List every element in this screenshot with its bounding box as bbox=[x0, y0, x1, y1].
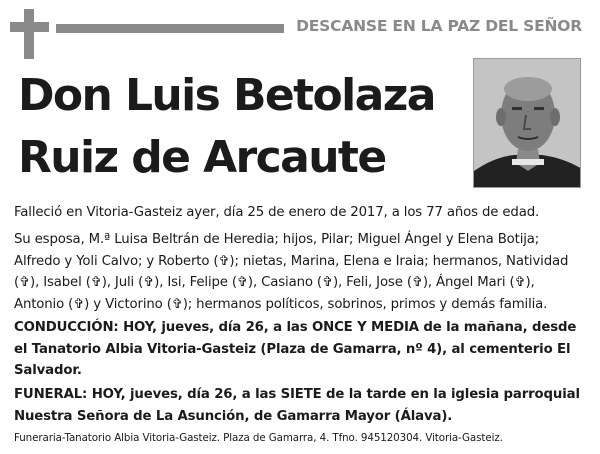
deceased-name-line1: Don Luis Betolaza bbox=[18, 70, 435, 121]
portrait-photo bbox=[473, 58, 581, 188]
cross-vertical-bar bbox=[24, 9, 34, 59]
family-list: Su esposa, M.ª Luisa Beltrán de Heredia; hijos, Pilar; Miguel Ángel y Elena Botija; Alfredo y Yoli Calvo; y Roberto (✞); nietas, Marina, Elena e Iraia; hermanos, Natividad (✞), Isabel (✞), Juli (✞), Isi, Felipe (✞), Casiano (✞), Feli, Jose (✞), Ángel Mari (✞), Antonio (✞) y Victorino (✞); hermanos políticos, sobrinos, primos y demás familia. bbox=[14, 232, 569, 312]
conduccion-notice: CONDUCCIÓN: HOY, jueves, día 26, a las ONCE Y MEDIA de la mañana, desde el Tanatorio Albia Vitoria-Gasteiz (Plaza de Gamarra, nº 4), al cementerio El Salvador. bbox=[14, 320, 577, 378]
death-statement: Falleció en Vitoria-Gasteiz ayer, día 25 de enero de 2017, a los 77 años de edad. bbox=[14, 205, 540, 220]
cross-horizontal-bar bbox=[10, 22, 49, 32]
header-divider bbox=[56, 24, 284, 33]
deceased-name-line2: Ruiz de Arcaute bbox=[18, 132, 386, 183]
header-tagline: DESCANSE EN LA PAZ DEL SEÑOR bbox=[296, 17, 582, 35]
funeral-home-footer: Funeraria-Tanatorio Albia Vitoria-Gasteiz. Plaza de Gamarra, 4. Tfno. 945120304. Vitoria-Gasteiz. bbox=[14, 432, 503, 444]
funeral-notice: FUNERAL: HOY, jueves, día 26, a las SIETE de la tarde en la iglesia parroquial Nuestra Señora de La Asunción, de Gamarra Mayor (Álava). bbox=[14, 387, 580, 424]
portrait-photo-icon bbox=[474, 59, 581, 188]
